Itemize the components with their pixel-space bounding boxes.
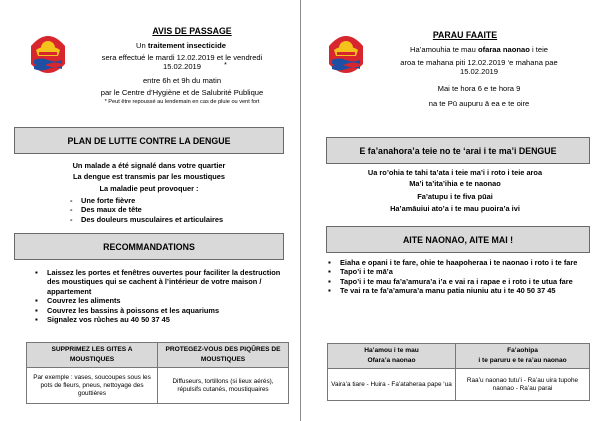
table-header-line: Fa’aohipa [507,347,538,354]
list-item: ▪ Te vai ra te fa’a’amura’a manu patia niuniu atu i te 40 50 37 45 [326,286,578,295]
list-item: ▪ Signalez vos rûches au 40 50 37 45 [33,315,291,324]
table-cell: Diffuseurs, tortillons (si lieux aérés), répulsifs cutanés, moustiquaires [158,368,289,404]
left-line1 [67,41,295,50]
recommendation-list [326,258,578,296]
table-header-line: Ofara’a naonao [367,357,416,364]
table-header [456,344,590,369]
french-notice [7,0,295,421]
right-line1-suffix: i teie [529,45,549,54]
page-divider [300,0,301,421]
right-line4: na te Pū aupuru ā ea e te oire [428,99,530,108]
list-item: ▪ Tapo’i i te mā’a [326,267,578,276]
left-title: AVIS DE PASSAGE [152,26,232,36]
right-section1-band: E fa’anahora’a teie no te ‘arai i te ma’i DENGUE [326,137,590,164]
right-advice-table [327,343,590,401]
right-section1-line1: Ua ro’ohia te tahi ta’ata i teie ma’i i roto i teie aroa [367,168,543,177]
table-header [328,344,456,369]
list-item: - Des douleurs musculaires et articulaires [67,215,295,224]
list-item: ▪ Eiaha e opani i te fare, ohie te haapoheraa i te naonao i roto i te fare [326,258,578,267]
table-cell: Par exemple : vases, soucoupes sous les pots de fleurs, pneus, nettoyage des gouttières [27,368,158,404]
table-cell: Raa’u naonao tutu’i - Ra’au uira tupohe naonao - Ra’au parai [456,369,590,401]
left-section1-line3: La maladie peut provoquer : [99,184,199,193]
right-line2: aroa te mahana piti 12.02.2019 ‘e mahana pae [400,58,558,67]
right-line1-bold: ofaraa naonao [477,45,530,54]
polynesia-seal-icon [29,30,67,78]
left-line2-star: * [224,60,227,69]
table-header: PROTEGEZ-VOUS DES PIQÛRES DE MOUSTIQUES [158,343,289,368]
left-note: * Peut être repoussé au lendemain en cas de pluie ou vent fort [104,99,260,105]
left-line2-b: 15.02.2019 [162,62,201,71]
list-item: - Une forte fièvre [67,196,295,205]
list-item: ▪ Laissez les portes et fenêtres ouvertes pour faciliter la destruction des moustiques qui se cachent à l’intérieur de votre maison / appartement [33,268,291,296]
left-section2-band: RECOMMANDATIONS [14,233,284,260]
left-line3: entre 6h et 9h du matin [142,76,222,85]
table-cell: Vaira’a tiare - Huira - Fa’ataheraa pape ‘ua [328,369,456,401]
right-line1 [367,45,591,54]
left-advice-table [26,342,289,404]
left-line1-bold: traitement insecticide [147,41,226,50]
left-line2 [69,53,295,62]
left-section1-line1: Un malade a été signalé dans votre quartier [72,161,226,170]
left-line4: par le Centre d’Hygiène et de Salubrité Publique [100,88,264,97]
table-header-line: Ha’amou i te mau [364,347,419,354]
right-section1-line2: Ma’i ta’ita’ihia e te naonao [409,179,501,188]
right-section2-band: AITE NAONAO, AITE MAI ! [326,226,590,253]
right-section1-line4: Ha’amāuiui ato’a i te mau puoira’a ivi [390,204,520,213]
list-item: ▪ Couvrez les bassins à poissons et les aquariums [33,306,291,315]
polynesia-seal-icon [327,30,365,78]
list-item: ▪ Tapo’i i te mau fa’a’amura’a i’a e vai ra i rapae e i roto i te utua fare [326,277,578,286]
left-section1-line2: La dengue est transmis par les moustiques [73,172,225,181]
symptom-list [67,196,295,224]
tahitian-notice [305,0,593,421]
table-header: SUPPRIMEZ LES GITES A MOUSTIQUES [27,343,158,368]
table-header-line: i te paruru e te ra’au naonao [478,357,567,364]
left-line1-prefix: Un [136,41,148,50]
right-line3: Mai te hora 6 e te hora 9 [437,84,521,93]
right-title: PARAU FAAITE [432,30,498,40]
left-line2-a: sera effectué le mardi 12.02.2019 et le vendredi [101,53,263,62]
right-line1-prefix: Ha’amouhia te mau [409,45,478,54]
left-section1-band: PLAN DE LUTTE CONTRE LA DENGUE [14,127,284,154]
list-item: ▪ Couvrez les aliments [33,296,291,305]
left-line2b [69,62,295,71]
list-item: - Des maux de tête [67,205,295,214]
right-line2b: 15.02.2019 [459,67,498,76]
right-section1-line3: Fa’atupu i te fiva pūai [417,192,493,201]
recommendation-list [33,268,291,324]
